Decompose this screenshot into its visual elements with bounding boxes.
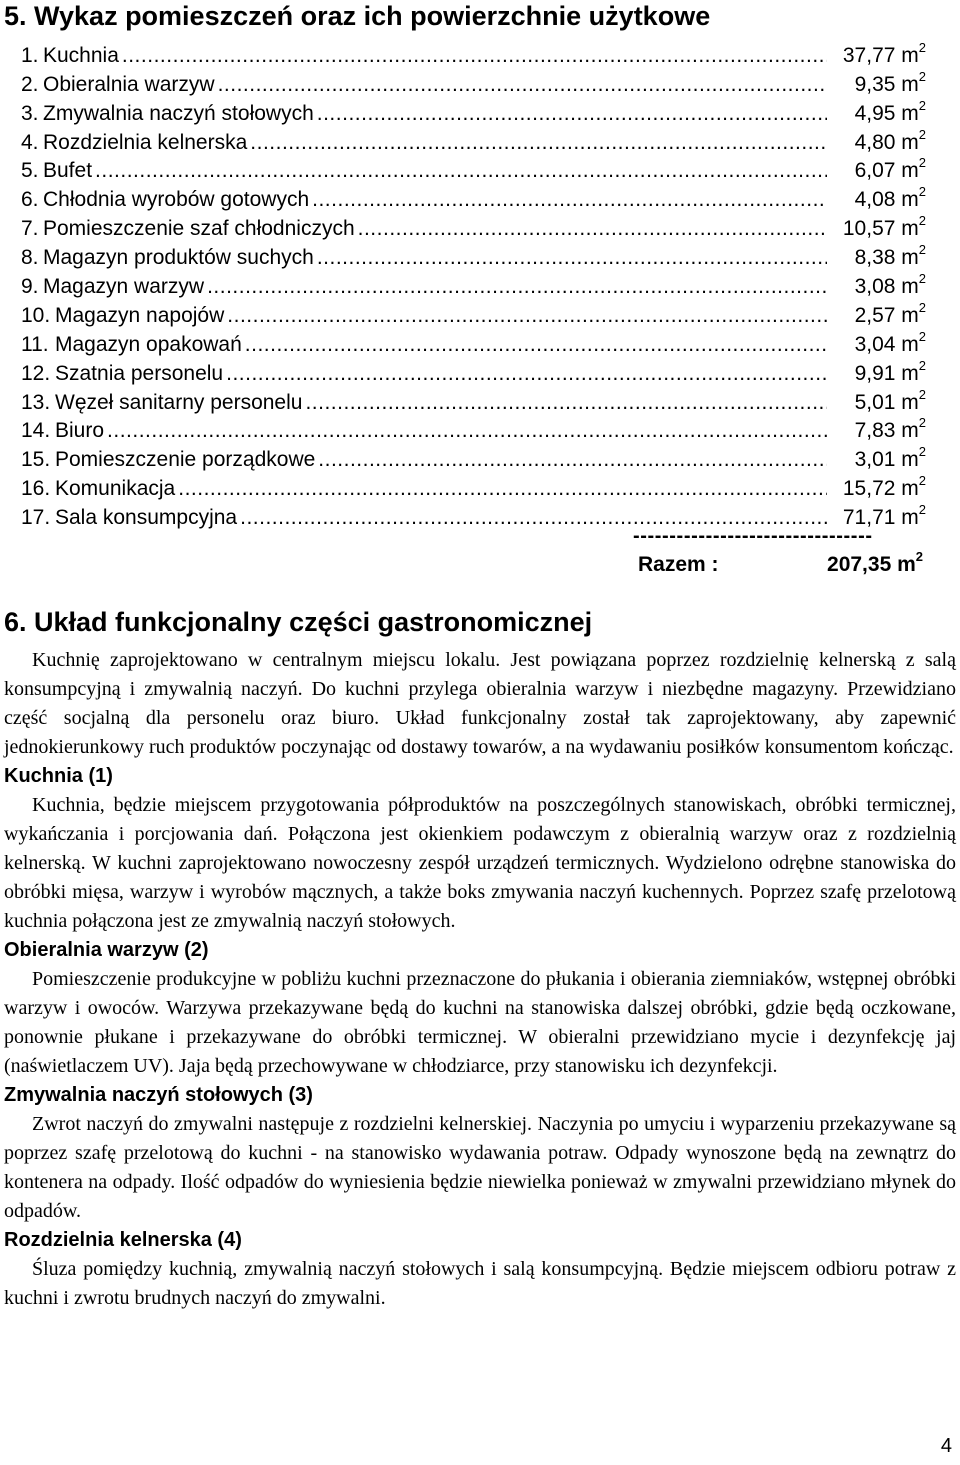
room-name: Zmywalnia naczyń stołowych xyxy=(43,101,314,125)
room-row xyxy=(21,155,926,184)
room-number: 10. xyxy=(21,303,51,327)
room-row xyxy=(21,386,926,415)
room-number: 3. xyxy=(21,101,39,125)
room-name: Węzeł sanitarny personelu xyxy=(55,390,303,414)
leader-dots xyxy=(318,448,827,472)
room-row xyxy=(21,270,926,299)
room-number: 16. xyxy=(21,477,51,501)
room-name: Sala konsumpcyjna xyxy=(55,506,238,530)
room-number: 1. xyxy=(21,43,39,67)
leader-dots xyxy=(226,362,827,386)
room-area: 4,08 $m^2$ xyxy=(854,184,926,212)
room-row xyxy=(21,97,926,126)
room-number: 4. xyxy=(21,130,39,154)
room-number: 11. xyxy=(21,332,49,356)
subsection-heading: Rozdzielnia kelnerska (4) xyxy=(4,1229,242,1251)
room-number: 15. xyxy=(21,448,51,472)
section-6-body xyxy=(4,646,956,1313)
room-number: 13. xyxy=(21,390,51,414)
room-name: Kuchnia xyxy=(43,43,119,67)
room-row xyxy=(21,241,926,270)
intro-paragraph: Kuchnię zaprojektowano w centralnym miejscu lokalu. Jest powiązana poprzez rozdzielnię kelnerską z salą konsumpcyjną i zmywalnią naczyń. Do kuchni przylega obieralnia warzyw i niezbędne magazyny. Przewidziano część socjalną dla personelu oraz biuro. Układ funkcjonalny został tak zaprojektowany, aby zapewnić jednokierunkowy ruch produktów poczynając od dostawy towarów, a na wydawaniu posiłków konsumentom kończąc. xyxy=(4,649,956,758)
room-number: 6. xyxy=(21,188,39,212)
room-row xyxy=(21,443,926,472)
room-name: Komunikacja xyxy=(55,477,176,501)
room-row xyxy=(21,68,926,97)
room-area: 4,95 $m^2$ xyxy=(854,97,926,125)
room-name: Szatnia personelu xyxy=(55,361,224,385)
room-name: Magazyn napojów xyxy=(55,303,225,327)
room-number: 8. xyxy=(21,246,39,270)
subsection-paragraph: Pomieszczenie produkcyjne w pobliżu kuchni przeznaczone do płukania i obierania ziemniaków, wstępnej obróbki warzyw i owoców. Warzywa przekazywane będą do kuchni na stanowiska dalszej obróbki, gdzie będą oczkowane, ponownie płukane i przekazywane do obróbki termicznej. W obieralni przewidziano mycie i dezynfekcję jaj (naświetlaczem UV). Jaja będą przechowywane w chłodziarce, przy stanowisku ich dezynfekcji. xyxy=(4,968,956,1077)
subsection-paragraph: Zwrot naczyń do zmywalni następuje z rozdzielni kelnerskiej. Naczynia po umyciu i wyparzeniu przekazywane są poprzez szafę przelotową do kuchni - na stanowisko wydawania potraw. Odpady wynoszone będą na zewnątrz do kontenera na odpady. Ilość odpadów do wyniesienia będzie niewielka ponieważ w zmywalni przewidziano młynek do odpadów. xyxy=(4,1113,956,1222)
total-value: 207,35 $m^2$ xyxy=(827,549,923,576)
room-area: 15,72 $m^2$ xyxy=(842,473,926,501)
leader-dots xyxy=(227,304,827,328)
room-name: Bufet xyxy=(43,159,93,183)
room-name: Pomieszczenie porządkowe xyxy=(55,448,316,472)
room-row xyxy=(21,415,926,444)
room-name: Magazyn produktów suchych xyxy=(43,246,314,270)
room-row xyxy=(21,212,926,241)
room-area: 2,57 $m^2$ xyxy=(854,299,926,327)
room-area: 7,83 $m^2$ xyxy=(854,415,926,443)
leader-dots xyxy=(95,159,827,183)
room-name: Pomieszczenie szaf chłodniczych xyxy=(43,217,355,241)
room-area: 37,77 $m^2$ xyxy=(842,39,926,67)
room-row xyxy=(21,126,926,155)
leader-dots xyxy=(178,477,827,501)
leader-dots xyxy=(312,188,827,212)
subsection-heading: Obieralnia warzyw (2) xyxy=(4,939,209,961)
room-row xyxy=(21,328,926,357)
room-area: 3,04 $m^2$ xyxy=(854,328,926,356)
room-area: 9,91 $m^2$ xyxy=(854,357,926,385)
section-5-title: 5. Wykaz pomieszczeń oraz ich powierzchnie użytkowe xyxy=(4,1,711,31)
total-row xyxy=(638,549,923,577)
room-area: 9,35 $m^2$ xyxy=(854,68,926,96)
room-area: 71,71 $m^2$ xyxy=(842,502,926,530)
room-area: 8,38 $m^2$ xyxy=(854,242,926,270)
room-area: 6,07 $m^2$ xyxy=(854,155,926,183)
subsection-paragraph: Kuchnia, będzie miejscem przygotowania półproduktów na poszczególnych stanowiskach, obróbki termicznej, wykańczania i porcjowania dań. Połączona jest okienkiem podawczym z obieralnią warzyw oraz z rozdzielnią kelnerską. W kuchni zaprojektowano nowoczesny zespół urządzeń termicznych. Wydzielono odrębne stanowiska do obróbki mięsa, warzyw i wyrobów mącznych, a także boks zmywania naczyń kuchennych. Poprzez szafę przelotową kuchnia połączona jest ze zmywalnią naczyń stołowych. xyxy=(4,794,956,932)
page-number: 4 xyxy=(940,1435,952,1457)
room-row xyxy=(21,39,926,68)
room-area: 4,80 $m^2$ xyxy=(854,126,926,154)
leader-dots xyxy=(317,246,827,270)
room-number: 9. xyxy=(21,275,39,299)
total-separator: --------------------------------- xyxy=(633,525,873,547)
subsection-paragraph: Śluza pomiędzy kuchnią, zmywalnią naczyń stołowych i salą konsumpcyjną. Będzie miejscem odbioru potraw z kuchni i zwrotu brudnych naczyń do zmywalni. xyxy=(4,1258,956,1309)
leader-dots xyxy=(358,217,827,241)
room-number: 17. xyxy=(21,506,51,530)
leader-dots xyxy=(250,131,827,155)
room-name: Magazyn opakowań xyxy=(55,332,242,356)
section-6-title: 6. Układ funkcjonalny części gastronomicznej xyxy=(4,607,593,637)
room-number: 12. xyxy=(21,361,51,385)
leader-dots xyxy=(218,73,827,97)
leader-dots xyxy=(317,102,827,126)
room-area: 5,01 $m^2$ xyxy=(854,386,926,414)
subsection-heading: Zmywalnia naczyń stołowych (3) xyxy=(4,1084,313,1106)
room-number: 2. xyxy=(21,72,39,96)
room-area: 10,57 $m^2$ xyxy=(842,213,926,241)
room-row xyxy=(21,357,926,386)
room-name: Chłodnia wyrobów gotowych xyxy=(43,188,310,212)
leader-dots xyxy=(305,391,827,415)
room-name: Obieralnia warzyw xyxy=(43,72,215,96)
room-row xyxy=(21,299,926,328)
room-list xyxy=(21,39,926,530)
total-label: Razem : xyxy=(638,553,719,576)
room-area: 3,08 $m^2$ xyxy=(854,271,926,299)
room-row xyxy=(21,183,926,212)
leader-dots xyxy=(207,275,827,299)
room-area: 3,01 $m^2$ xyxy=(854,444,926,472)
room-name: Rozdzielnia kelnerska xyxy=(43,130,248,154)
leader-dots xyxy=(107,419,827,443)
room-row xyxy=(21,472,926,501)
room-name: Magazyn warzyw xyxy=(43,275,205,299)
room-number: 7. xyxy=(21,217,39,241)
subsection-heading: Kuchnia (1) xyxy=(4,765,113,787)
room-number: 14. xyxy=(21,419,51,443)
room-number: 5. xyxy=(21,159,39,183)
room-name: Biuro xyxy=(55,419,105,443)
leader-dots xyxy=(122,44,827,68)
leader-dots xyxy=(245,333,827,357)
